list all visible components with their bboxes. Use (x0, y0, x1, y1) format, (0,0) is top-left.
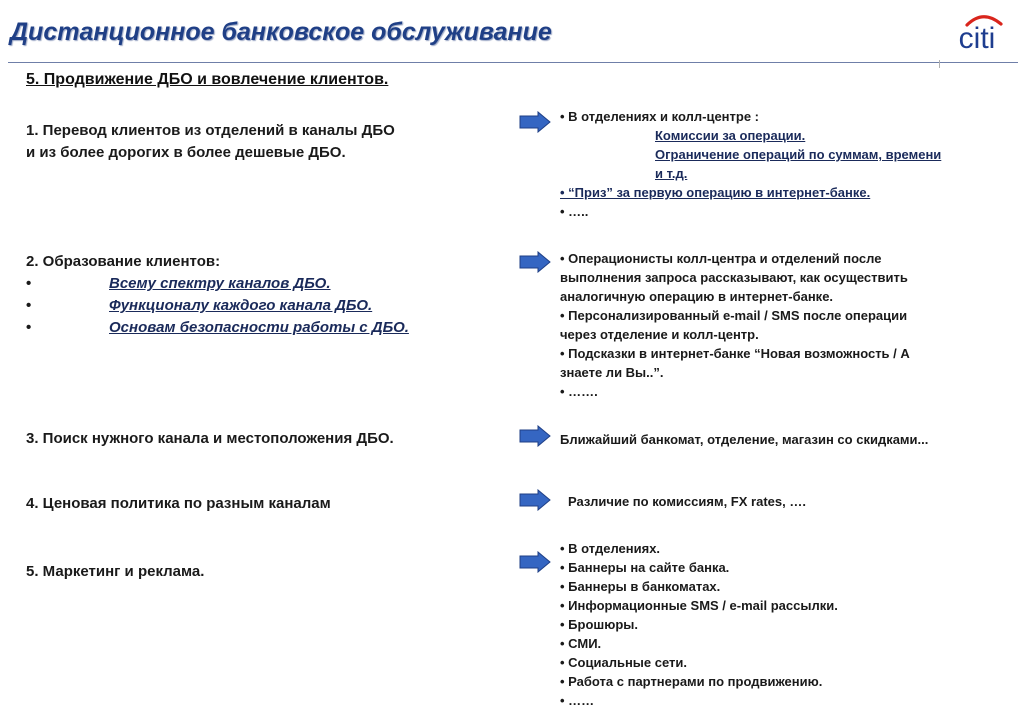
item-5-left: 5. Маркетинг и реклама. (26, 563, 205, 580)
bullet-icon: • (26, 297, 32, 314)
item-2-right-line: • Операционисты колл-центра и отделений после (560, 251, 882, 266)
arrow-right-icon (519, 551, 551, 573)
citi-logo (946, 8, 1008, 52)
item-5-right-line: • СМИ. (560, 636, 602, 651)
item-3-right: Ближайший банкомат, отделение, магазин со скидками... (560, 432, 929, 447)
item-2-bullet (26, 273, 331, 295)
item-1-right-line: • “Приз” за первую операцию в интернет-банке. (560, 185, 871, 200)
item-2-right-line: знаете ли Вы..”. (560, 365, 664, 380)
item-2-left (26, 251, 409, 339)
citi-logo-graphic (946, 8, 1008, 52)
header-tick (939, 60, 940, 68)
arrow-right-icon (519, 425, 551, 447)
item-5-right-line: • Информационные SMS / e-mail рассылки. (560, 598, 838, 613)
item-5-right-line: • …… (560, 693, 595, 708)
item-2-left-title: 2. Образование клиентов: (26, 253, 221, 270)
header-divider (8, 62, 1018, 63)
item-5-right-line: • Социальные сети. (560, 655, 688, 670)
arrow-right-icon (519, 111, 551, 133)
item-2-bullet-text: Всему спектру каналов ДБО. (109, 275, 331, 292)
item-1-left (26, 120, 395, 164)
item-2-bullet-text: Функционалу каждого канала ДБО. (109, 297, 373, 314)
item-1-left-line: и из более дорогих в более дешевые ДБО. (26, 144, 346, 161)
item-1-right-subline: и т.д. (655, 166, 688, 181)
item-2-right-line: через отделение и колл-центр. (560, 327, 759, 342)
item-1-right-line: • В отделениях и колл-центре : (560, 109, 759, 124)
arrow-right-icon (519, 251, 551, 273)
bullet-icon: • (26, 319, 32, 336)
item-1-right-subline: Ограничение операций по суммам, времени (655, 147, 942, 162)
item-2-right-line: • Персонализированный e-mail / SMS после операции (560, 308, 908, 323)
item-5-right-line: • Баннеры на сайте банка. (560, 560, 730, 575)
item-5-right-line: • Работа с партнерами по продвижению. (560, 674, 823, 689)
item-2-right-line: • ……. (560, 384, 598, 399)
item-2-right (560, 249, 1015, 401)
item-5-right-line: • Баннеры в банкоматах. (560, 579, 721, 594)
item-5-right-line: • В отделениях. (560, 541, 661, 556)
item-1-right-line: • ….. (560, 204, 589, 219)
page-title: Дистанционное банковское обслуживание (10, 18, 552, 46)
item-2-bullet (26, 317, 409, 339)
item-2-right-line: аналогичную операцию в интернет-банке. (560, 289, 834, 304)
logo-text: citi (958, 22, 996, 52)
item-2-bullet-text: Основам безопасности работы с ДБО. (109, 319, 409, 336)
arrow-right-icon (519, 489, 551, 511)
item-4-right: Различие по комиссиям, FX rates, …. (568, 494, 806, 509)
item-2-right-line: выполнения запроса рассказывают, как осуществить (560, 270, 908, 285)
item-2-right-line: • Подсказки в интернет-банке “Новая возможность / А (560, 346, 910, 361)
item-4-left: 4. Ценовая политика по разным каналам (26, 495, 331, 512)
item-1-right-subline: Комиссии за операции. (655, 128, 806, 143)
item-1-right (560, 107, 1015, 221)
section-title: 5. Продвижение ДБО и вовлечение клиентов. (26, 71, 389, 88)
item-5-right-line: • Брошюры. (560, 617, 638, 632)
item-3-left: 3. Поиск нужного канала и местоположения ДБО. (26, 430, 394, 447)
item-2-bullet (26, 295, 373, 317)
bullet-icon: • (26, 275, 32, 292)
item-1-left-line: 1. Перевод клиентов из отделений в каналы ДБО (26, 122, 395, 139)
item-5-right (560, 539, 1015, 710)
